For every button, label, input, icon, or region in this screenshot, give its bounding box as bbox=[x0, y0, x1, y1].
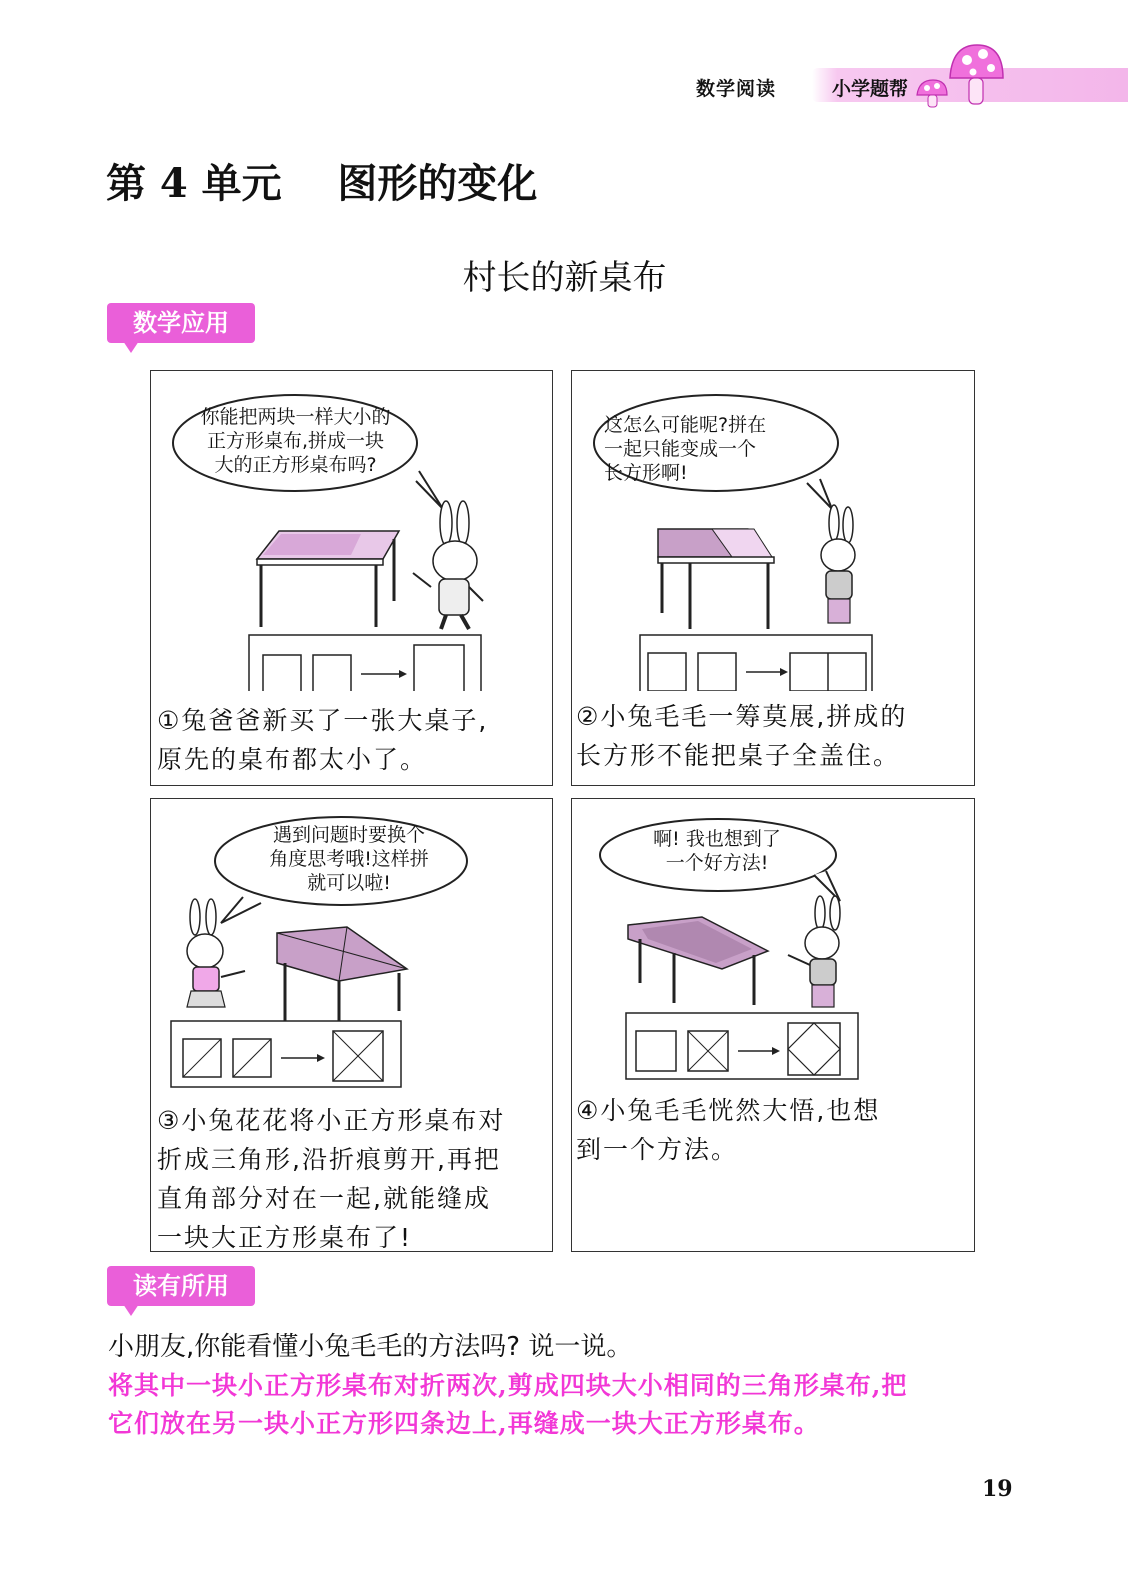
header-section-label: 数学阅读 bbox=[696, 78, 777, 100]
section-tag-application: 数学应用 bbox=[107, 303, 255, 343]
rabbit-maomao-icon-2 bbox=[788, 896, 840, 1007]
page-number: 19 bbox=[982, 1476, 1013, 1502]
caption-3: ③小兔花花将小正方形桌布对 折成三角形,沿折痕剪开,再把 直角部分对在一起,就能缝成 一块大正方形桌布了! bbox=[157, 1106, 506, 1252]
question-text: 小朋友,你能看懂小兔毛毛的方法吗? 说一说。 bbox=[108, 1332, 633, 1362]
speech-bubble-2: 这怎么可能呢?拼在 一起只能变成一个 长方形啊! bbox=[604, 414, 767, 484]
comic-panel-3 bbox=[150, 798, 553, 1252]
caption-1: ①兔爸爸新买了一张大桌子, 原先的桌布都太小了。 bbox=[157, 706, 489, 774]
header-brand-label: 小学题帮 bbox=[832, 78, 909, 100]
mushroom-icon bbox=[915, 40, 1010, 110]
speech-bubble-3: 遇到问题时要换个 角度思考哦!这样拼 就可以啦! bbox=[269, 824, 429, 894]
comic-panel-1 bbox=[150, 370, 553, 786]
speech-bubble-1: 你能把两块一样大小的 正方形桌布,拼成一块 大的正方形桌布吗? bbox=[200, 406, 391, 476]
speech-bubble-4: 啊! 我也想到了 一个好方法! bbox=[653, 828, 781, 874]
caption-2: ②小兔毛毛一筹莫展,拼成的 长方形不能把桌子全盖住。 bbox=[576, 702, 908, 770]
rabbit-maomao-icon bbox=[821, 505, 855, 623]
comic-panel-2 bbox=[571, 370, 975, 786]
answer-line-2: 它们放在另一块小正方形四条边上,再缝成一块大正方形桌布。 bbox=[108, 1409, 820, 1438]
story-title: 村长的新桌布 bbox=[462, 258, 667, 298]
answer-line-1: 将其中一块小正方形桌布对折两次,剪成四块大小相同的三角形桌布,把 bbox=[108, 1371, 908, 1400]
unit-title: 第 4 单元 图形的变化 bbox=[106, 160, 538, 207]
comic-panel-4 bbox=[571, 798, 975, 1252]
section-tag-reading: 读有所用 bbox=[107, 1266, 255, 1306]
caption-4: ④小兔毛毛恍然大悟,也想 到一个方法。 bbox=[576, 1096, 881, 1164]
rabbit-father-icon bbox=[413, 501, 483, 629]
